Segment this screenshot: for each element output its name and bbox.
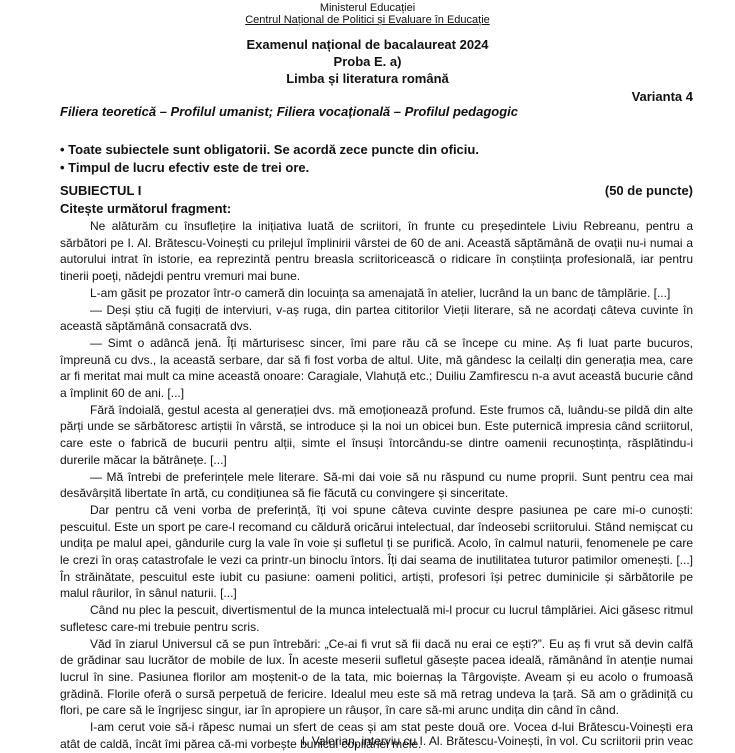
bullet-text: Timpul de lucru efectiv este de trei ore. <box>68 160 310 175</box>
fragment-paragraph: Ne alăturăm cu însuflețire la inițiativa luată de scriitori, în frunte cu președintele Liviu Rebreanu, pentru a sărbători pe I. Al. Brătescu-Voinești cu prilejul împlinirii vârstei de 60 de ani. Această săptămână de ovații nu-i numai a autorului intrat în istorie, ea reprezintă pentru breasla scriitoricească o ridicare în conștiința profesională, iar pentru tinerii poeți, nădejdi pentru vremuri mai bune. <box>60 219 693 284</box>
fragment-paragraph: — Deși știu că fugiți de interviuri, v-aș ruga, din partea cititorilor Vieții literare, să ne acordați câteva cuvinte în această săptămână consacrată dvs. <box>60 302 693 334</box>
instruction: Citește următorul fragment: <box>60 201 232 216</box>
bullet-item: • Toate subiectele sunt obligatorii. Se acordă zece puncte din oficiu. <box>60 142 479 157</box>
variant-label: Varianta 4 <box>631 89 693 104</box>
exam-proba: Proba E. a) <box>333 54 402 69</box>
section-header <box>60 183 693 198</box>
bullet-item: • Timpul de lucru efectiv este de trei ore. <box>60 160 310 175</box>
center-name <box>0 14 735 27</box>
fragment-paragraph: — Mă întrebi de preferințele mele literare. Să-mi dai voie să nu răspund cu nume proprii. Sunt pentru cea mai desăvârșită libertate în artă, cu condițiunea să fie făcută cu convingere și sinceritate. <box>60 469 693 501</box>
source-citation: I. Valerian, interviu cu I. Al. Brătescu-Voinești, în vol. Cu scriitorii prin veac <box>301 734 693 748</box>
exam-subject: Limba și literatura română <box>286 71 449 86</box>
fragment-paragraph: Dar pentru că veni vorba de preferință, îți voi spune câteva cuvinte despre pasiunea pe care mi-o cunoști: pescuitul. Este un sport pe care-l recomand cu căldură oricărui intelectual, dar îndeosebi scriitorului. Stând nemișcat cu undița pe malul apei, gândurile curg la vale în voie și sufletul ți se purifică. Acolo, în calmul naturii, fenomenele pe care le crezi în oraș catastrofale le vezi ca printr-un binoclu întors. Îți dai seama de inutilitatea tuturor patimilor omenești. [...] În străinătate, pescuitul este iubit cu pasiune: oameni politici, artiști, profesori își petrec duminicile și sărbătorile pe malul râurilor, în sânul naturii. [...] <box>60 502 693 601</box>
fragment-paragraph: Fără îndoială, gestul acesta al generației dvs. mă emoționează profund. Este frumos că, luându-se pildă din alte părți unde se sărbătoresc artiștii în vârstă, se introduce și la noi un obicei bun. Este puternică impresia când scriitorul, care este o fabrică de bucurii pentru alții, simte el însuși întorcându-se dintre oamenii recunoștința, răsplătindu-i durerile măcar la bătrânețe. [...] <box>60 402 693 467</box>
fragment-paragraph: I-am cerut voie să-i răpesc numai un sfert de ceas și am stat peste două ore. Vocea d-lui Brătescu-Voinești era atât de caldă, încât îmi părea că-mi vorbește bunicul copilăriei mele. <box>60 720 693 751</box>
fragment-paragraph: L-am găsit pe prozator într-o cameră din locuința sa amenajată în atelier, lucrând la un banc de tâmplărie. [...] <box>90 285 671 300</box>
filiera-label: Filiera teoretică – Profilul umanist; Filiera vocațională – Profilul pedagogic <box>60 104 519 119</box>
ministry-name: Ministerul Educației <box>319 2 416 14</box>
fragment-text <box>60 218 693 753</box>
fragment-paragraph: — Simt o adâncă jenă. Îți mărturisesc sincer, îmi pare rău că se începe cu mine. Aș fi luat parte bucuros, împreună cu dvs., la această serbare, dar să fi fost vorba de altul. Uite, mă gândesc la ceilalți din generația mea, care ar fi meritat mai mult ca mine această onoare: Caragiale, Vlahuță etc.; Duiliu Zamfirescu n-a avut această bucurie când a împlinit 60 de ani. [...] <box>60 335 693 401</box>
fragment-paragraph: Văd în ziarul Universul că se pun întrebări: „Ce-ai fi vrut să fii dacă nu erai ce ești?”. Eu aș fi vrut să devin calfă de grădinar sau lucrător de mobile de lux. În aceste meserii sufletul găsește pacea ideală, rămânând în atenție numai lucrul în sine. Pasiunea florilor am moștenit-o de la tata, mic boiernaș la Târgoviște. Aveam și eu acolo o frumoasă grădină. Florile oferă o sursă perpetuă de fericire. Idealul meu este să mă retrag undeva la țară. Să am o grădiniță cu flori, pe care să le îngrijesc singur, iar în apropiere un râușor, în care să-mi arunc undița din când în când. <box>60 636 693 718</box>
center-name-text: Centrul Național de Politici și Evaluare în Educație <box>245 14 490 26</box>
exam-title: Examenul național de bacalaureat 2024 <box>246 37 489 52</box>
bullet-text: Toate subiectele sunt obligatorii. Se acordă zece puncte din oficiu. <box>68 142 479 157</box>
fragment-paragraph: Când nu plec la pescuit, divertismentul de la munca intelectuală mi-l procur cu lucrul tâmplăriei. Aici găsesc ritmul sufletesc care-mi trebuie pentru scris. <box>60 603 693 634</box>
section-points: (50 de puncte) <box>604 183 693 198</box>
section-title: SUBIECTUL I <box>60 183 142 198</box>
